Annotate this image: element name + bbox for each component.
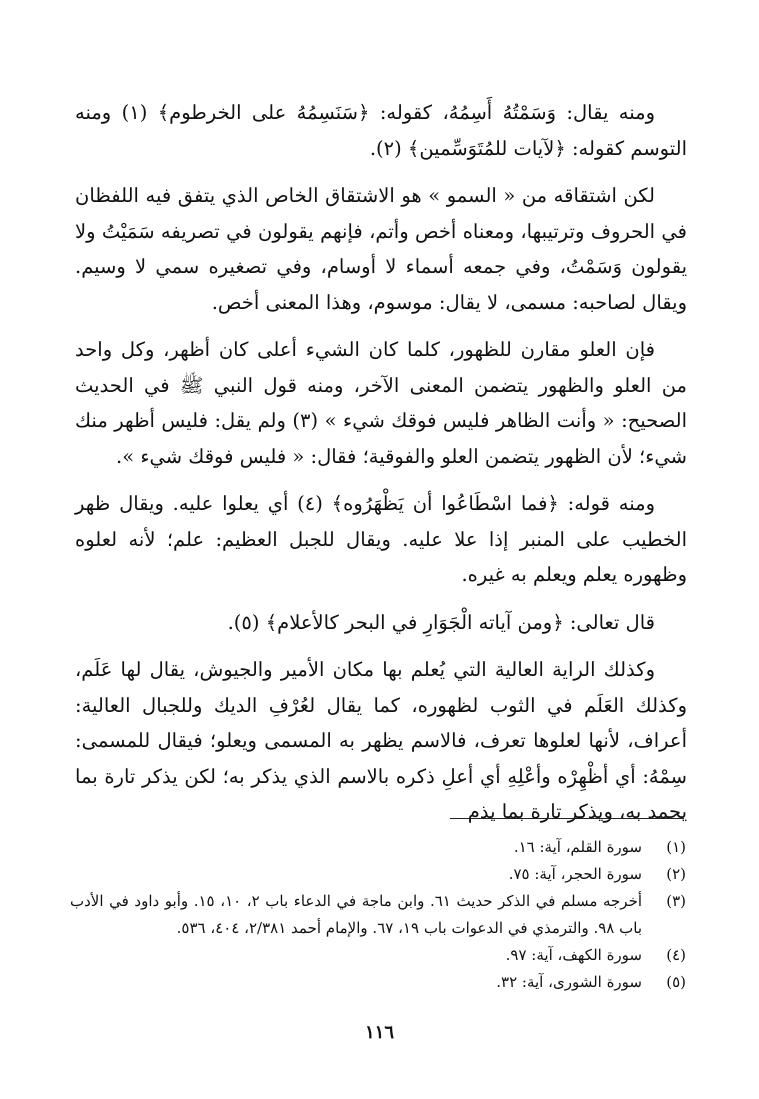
footnote-4 (70, 942, 686, 969)
footnotes (70, 834, 686, 996)
paragraph-4: ومنه قوله: ﴿فما اسْطَاعُوا أن يَظْهَرُوه﴾ (٤) أي يعلوا عليه. ويقال ظهر الخطيب على المنبر إذا علا عليه. ويقال للجبل العظيم: علم؛ لأنه لعلوه وظهوره يعلم ويعلم به غيره. (75, 492, 687, 586)
footnote-text: سورة الشورى، آية: ٣٢. (496, 973, 642, 991)
main-text (75, 95, 687, 842)
footnote-2 (70, 861, 686, 888)
footnote-number: (٤) (666, 946, 686, 964)
paragraph-3: فإن العلو مقارن للظهور، كلما كان الشيء أعلى كان أظهر، وكل واحد من العلو والظهور يتضمن المعنى الآخر، ومنه قول النبي ﷺ في الحديث الصحيح: « وأنت الظاهر فليس فوقك شيء » (٣) ولم يقل: فليس أظهر منك شيء؛ لأن الظهور يتضمن العلو والفوقية؛ فقال: « فليس فوقك شيء ». (75, 338, 687, 468)
footnote-number: (٥) (666, 973, 686, 991)
footnote-text: سورة الكهف، آية: ٩٧. (505, 946, 642, 964)
footnote-separator (450, 818, 684, 819)
footnote-number: (٢) (666, 865, 686, 883)
paragraph-1: ومنه يقال: وَسَمْتُهُ أَسِمُهُ، كقوله: ﴿سَنَسِمُهُ على الخرطوم﴾ (١) ومنه التوسم كقوله: ﴿لآيات للمُتَوَسِّمين﴾ (٢). (75, 101, 687, 160)
footnote-3 (70, 888, 686, 942)
footnote-number: (٣) (666, 892, 686, 910)
paragraph-6: وكذلك الراية العالية التي يُعلم بها مكان الأمير والجيوش، يقال لها عَلَم، وكذلك العَلَم في الثوب لظهوره، كما يقال لعُرْفِ الديك وللجبال العالية: أعراف، لأنها لعلوها تعرف، فالاسم يظهر به المسمى ويعلو؛ فيقال للمسمى: سِمْهُ: أي أظْهِرْه وأعْلِهِ أي أعلِ ذكره بالاسم الذي يذكر به؛ لكن يذكر تارة بما يحمد به، ويذكر تارة بما يذم (75, 658, 687, 823)
footnote-number: (١) (666, 838, 686, 856)
footnote-1 (70, 834, 686, 861)
footnote-text: سورة القلم، آية: ١٦. (513, 838, 642, 856)
paragraph-5: قال تعالى: ﴿ومن آياته الْجَوَارِ في البحر كالأعلام﴾ (٥). (227, 610, 655, 634)
paragraph-2: لكن اشتقاقه من « السمو » هو الاشتقاق الخاص الذي يتفق فيه اللفظان في الحروف وترتيبها، ومعناه أخص وأتم، فإنهم يقولون في تصريفه سَمَيْتُ ولا يقولون وَسَمْتُ، وفي جمعه أسماء لا أوسام، وفي تصغيره سمي لا وسيم. ويقال لصاحبه: مسمى، لا يقال: موسوم، وهذا المعنى أخص. (75, 184, 687, 314)
page-number: ١١٦ (364, 1022, 394, 1043)
footnote-5 (70, 969, 686, 996)
footnote-text: أخرجه مسلم في الذكر حديث ٦١. وابن ماجة في الدعاء باب ٢، ١٠، ١٥. وأبو داود في الأدب باب ٩٨. والترمذي في الدعوات باب ١٩، ٦٧. والإمام أحمد ٢/٣٨١، ٤٠٤، ٥٣٦. (70, 892, 643, 937)
footnote-text: سورة الحجر، آية: ٧٥. (508, 865, 642, 883)
